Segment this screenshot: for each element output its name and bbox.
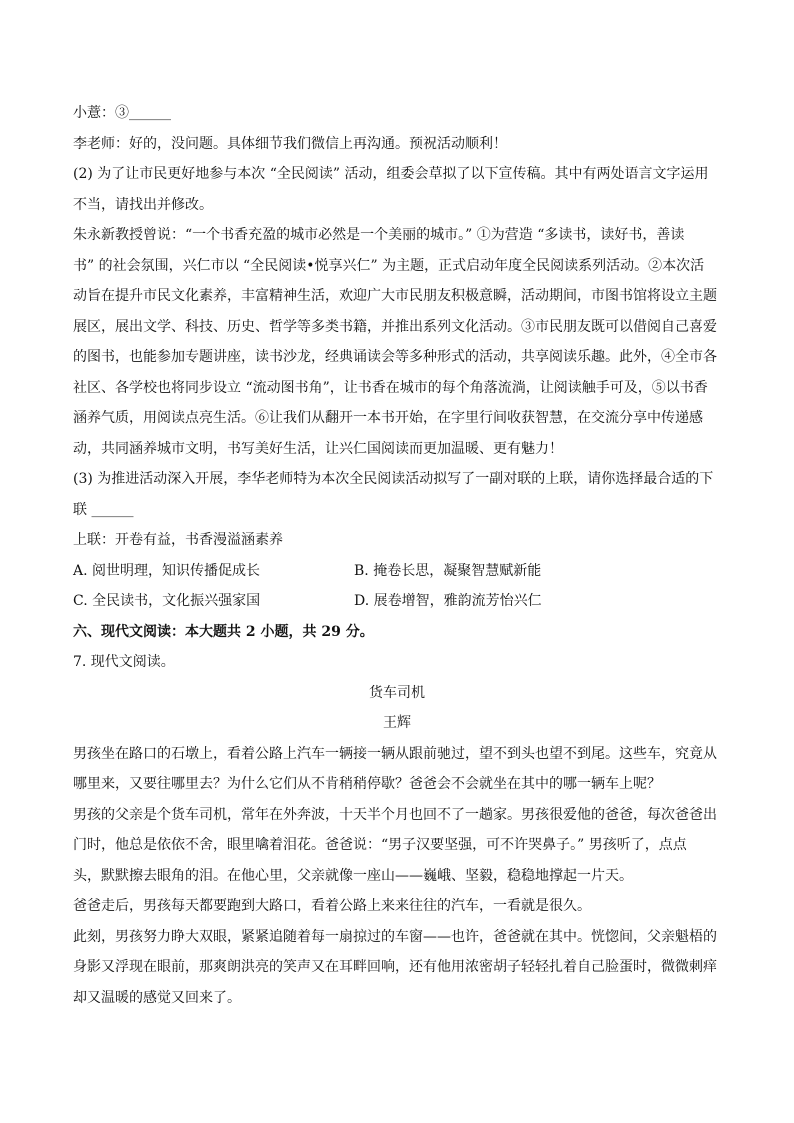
question-3-line-1: (3) 为推进活动深入开展，李华老师特为本次全民阅读活动拟写了一副对联的上联，请你选择最合适的下: [73, 471, 714, 487]
story-line: 门时，他总是依依不舍，眼里噙着泪花。爸爸说：“男子汉要坚强，可不许哭鼻子。” 男孩听了，点点: [73, 837, 687, 853]
option-d: D. 展卷增智，雅韵流芳怡兴仁: [354, 593, 542, 609]
question-3-line-2: 联 ______: [73, 501, 134, 518]
promo-text-line-6: 社区、各学校也将同步设立 “流动图书角”，让书香在城市的每个角落流淌，让阅读触手可及，⑤以书香: [73, 379, 708, 396]
question-7-label: 7. 现代文阅读。: [73, 654, 175, 670]
story-line: 男孩的父亲是个货车司机，常年在外奔波，十天半个月也回不了一趟家。男孩很爱他的爸爸，每次爸爸出: [73, 806, 717, 823]
dialogue-line-xiaoyi: 小薏：③______: [73, 105, 171, 121]
promo-text-line-2: 书” 的社会氛围，兴仁市以 “全民阅读•悦享兴仁” 为主题，正式启动年度全民阅读系列活动。②本次活: [73, 257, 705, 274]
question-2-line-2: 不当，请找出并修改。: [73, 196, 213, 213]
promo-text-line-5: 的图书，也能参加专题讲座，读书沙龙，经典诵读会等多种形式的活动，共享阅读乐趣。此外，④全市各: [73, 349, 717, 365]
promo-text-line-7: 涵养气质，用阅读点亮生活。⑥让我们从翻开一本书开始，在字里行间收获智慧，在交流分享中传递感: [73, 410, 703, 426]
dialogue-line-teacher: 李老师：好的，没问题。具体细节我们微信上再沟通。预祝活动顺利！: [73, 135, 507, 152]
option-b: B. 掩卷长思，凝聚智慧赋新能: [354, 562, 542, 579]
story-line: 哪里来，又要往哪里去？为什么它们从不肯稍稍停歇？爸爸会不会就坐在其中的哪一辆车上呢？: [73, 776, 661, 792]
couplet-upper-line: 上联：开卷有益，书香漫溢涵素养: [73, 532, 283, 548]
section-heading: 六、现代文阅读：本大题共 2 小题，共 29 分。: [73, 623, 374, 640]
story-line: 却又温暖的感觉又回来了。: [73, 989, 241, 1006]
document-page: [73, 98, 721, 1013]
question-2-line-1: (2) 为了让市民更好地参与本次 “全民阅读” 活动，组委会草拟了以下宣传稿。其中有两处语言文字运用: [73, 166, 709, 182]
story-line: 男孩坐在路口的石墩上，看着公路上汽车一辆接一辆从跟前驰过，望不到头也望不到尾。这些车，究竟从: [73, 745, 717, 762]
story-line: 头，默默擦去眼角的泪。在他心里，父亲就像一座山——巍峨、坚毅，稳稳地撑起一片天。: [73, 867, 633, 884]
story-line: 身影又浮现在眼前，那爽朗洪亮的笑声又在耳畔回响，还有他用浓密胡子轻轻扎着自己脸蛋时，微微刺痒: [73, 959, 717, 975]
option-a: A. 阅世明理，知识传播促成长: [73, 562, 261, 579]
promo-text-line-4: 展区，展出文学、科技、历史、哲学等多类书籍，并推出系列文化活动。③市民朋友既可以借阅自己喜爱: [73, 318, 717, 335]
promo-text-line-8: 动，共同涵养城市文明，书写美好生活，让兴仁国阅读而更加温暖、更有魅力！: [73, 440, 563, 457]
options-row-1: [73, 556, 721, 587]
promo-text-line-3: 动旨在提升市民文化素养，丰富精神生活，欢迎广大市民朋友积极意瞬，活动期间，市图书馆将设立主题: [73, 288, 717, 304]
story-author: 王辉: [383, 715, 411, 731]
option-c: C. 全民读书，文化振兴强家国: [73, 593, 261, 609]
story-line: 爸爸走后，男孩每天都要跑到大路口，看着公路上来来往往的汽车，一看就是很久。: [73, 898, 591, 914]
story-line: 此刻，男孩努力睁大双眼，紧紧追随着每一扇掠过的车窗——也许，爸爸就在其中。恍惚间，父亲魁梧的: [73, 928, 717, 945]
promo-text-line-1: 朱永新教授曾说：“一个书香充盈的城市必然是一个美丽的城市。” ①为营造 “多读书，读好书，善读: [73, 227, 685, 243]
options-row-2: [73, 586, 721, 617]
story-title: 货车司机: [369, 684, 425, 701]
